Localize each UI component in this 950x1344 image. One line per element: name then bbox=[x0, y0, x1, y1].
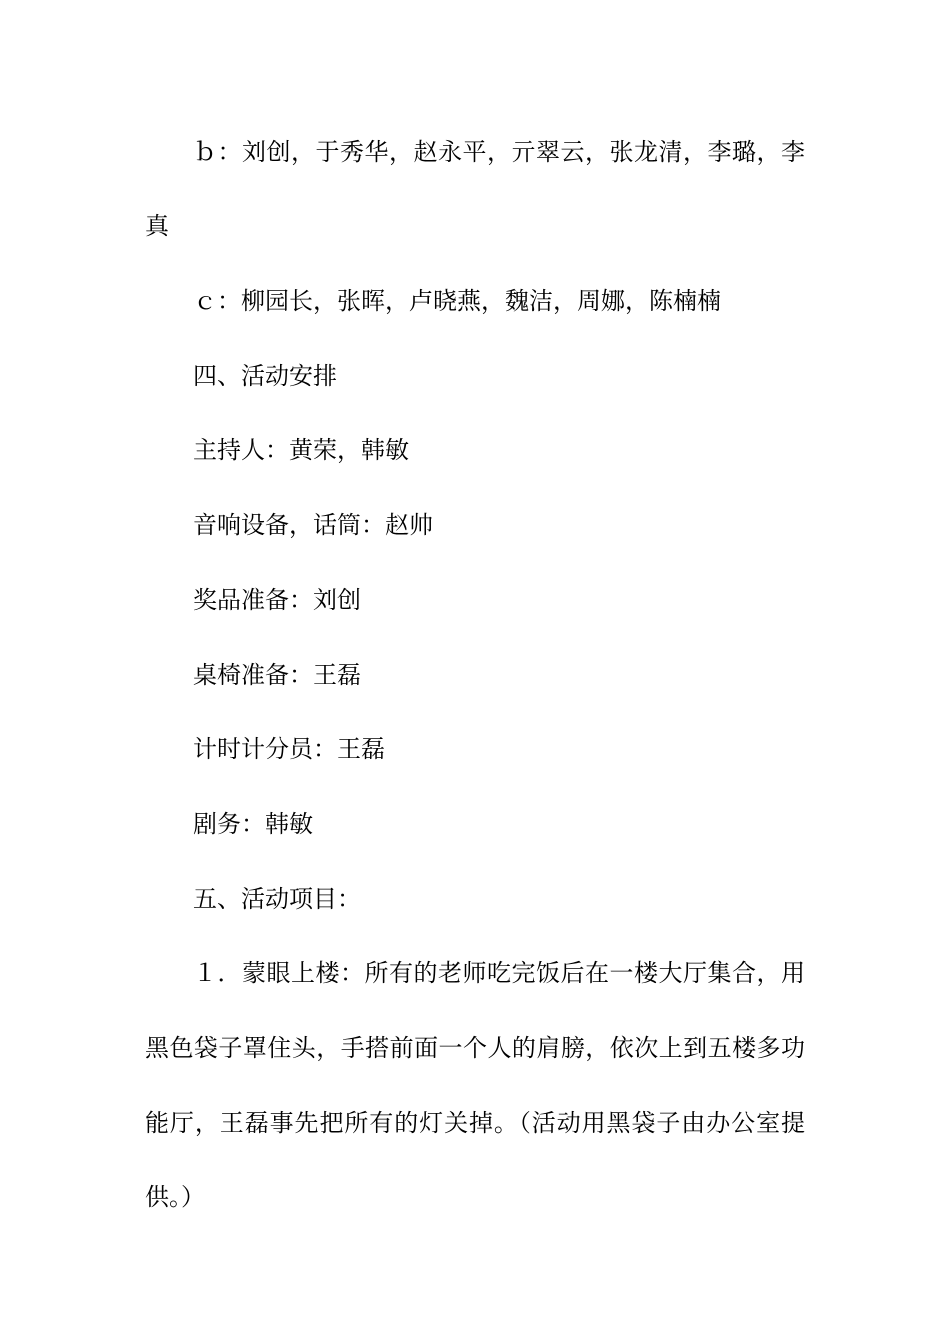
furniture-prep-line: 桌椅准备：王磊 bbox=[193, 661, 361, 689]
group-b-line-1: ｂ：刘创，于秀华，赵永平，亓翠云，张龙清，李璐，李 bbox=[193, 138, 805, 166]
host-line: 主持人：黄荣，韩敏 bbox=[193, 436, 409, 464]
stage-affairs-line: 剧务：韩敏 bbox=[193, 810, 313, 838]
prize-prep-line: 奖品准备：刘创 bbox=[193, 586, 361, 614]
section-heading-activity-arrangement: 四、活动安排 bbox=[193, 362, 337, 390]
item-1-line-4: 供。） bbox=[145, 1183, 205, 1211]
group-b-line-2: 真 bbox=[145, 212, 169, 240]
audio-equipment-line: 音响设备，话筒：赵帅 bbox=[193, 511, 433, 539]
section-heading-activity-items: 五、活动项目： bbox=[193, 885, 361, 913]
item-1-line-1: １．蒙眼上楼：所有的老师吃完饭后在一楼大厅集合，用 bbox=[193, 959, 805, 987]
group-c-line: ｃ：柳园长，张晖，卢晓燕，魏洁，周娜，陈楠楠 bbox=[193, 287, 721, 315]
item-1-line-3: 能厅，王磊事先把所有的灯关掉。（活动用黑袋子由办公室提 bbox=[145, 1109, 805, 1137]
item-1-line-2: 黑色袋子罩住头，手搭前面一个人的肩膀，依次上到五楼多功 bbox=[145, 1034, 805, 1062]
timekeeper-line: 计时计分员：王磊 bbox=[193, 735, 385, 763]
